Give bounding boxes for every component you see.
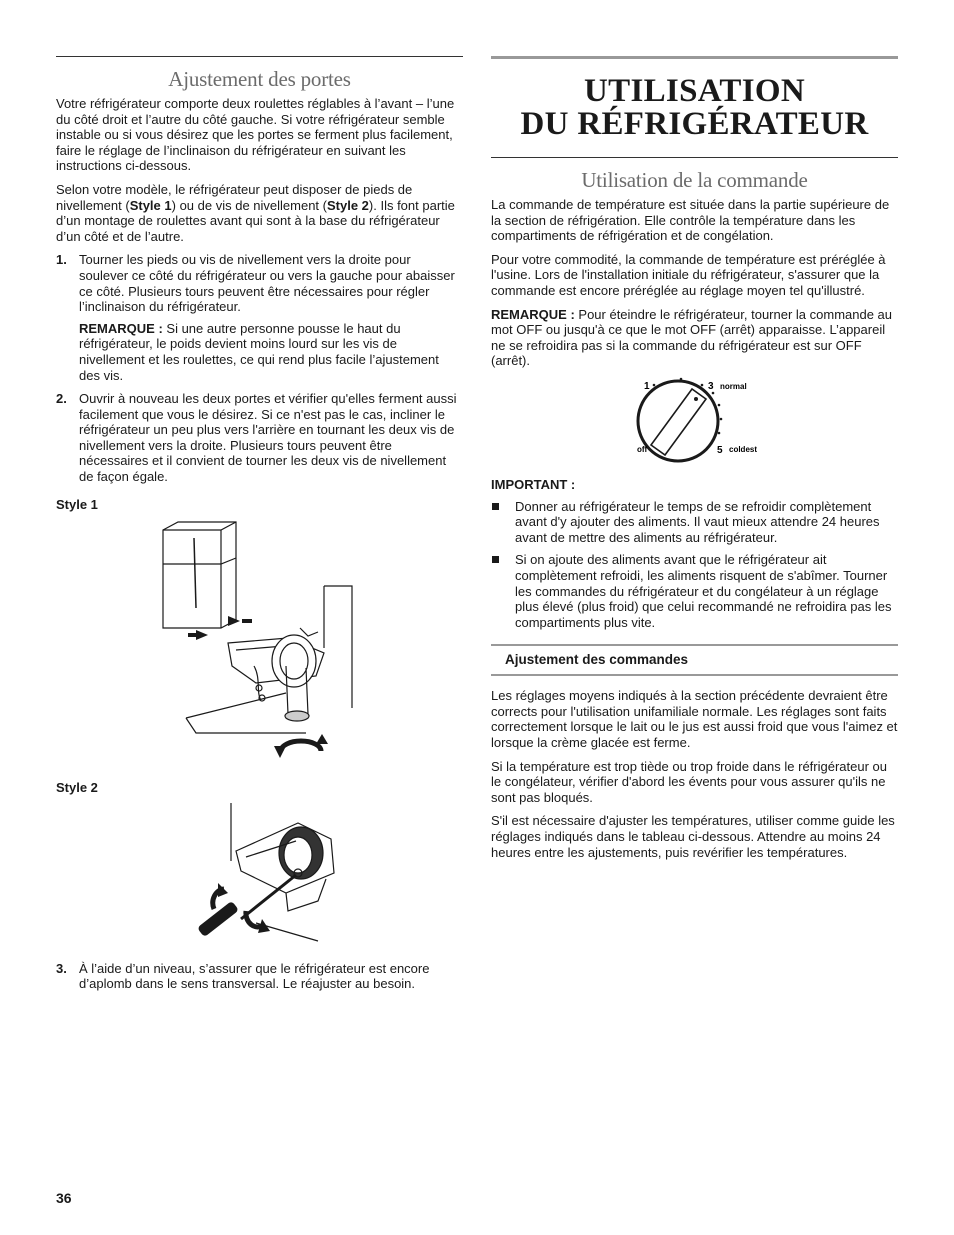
step-3: 3. À l’aide d’un niveau, s’assurer que le réfrigérateur est encore d’aplomb dans le sens transversal. Le réajuster au besoin. xyxy=(56,960,430,992)
adjustment-paragraph-2: Si la température est trop tiède ou trop froide dans le réfrigérateur ou le congélateur, vérifier d'abord les évents pour vous assurer qu'ils ne sont pas bloqués. xyxy=(491,758,887,805)
style-1-label: Style 1 xyxy=(56,496,98,512)
top-rule xyxy=(491,56,898,59)
controls-adjustment-heading: Ajustement des commandes xyxy=(491,644,898,676)
step-1: 1. Tourner les pieds ou vis de nivellement vers la droite pour soulever ce côté du réfrigérateur ou vers la gauche pour abaisser ce côté. Plusieurs tours peuvent être nécessaires pour régler l’inclinaison du réfrigérateur. REMARQUE : Si une autre personne pousse le haut du réfrigérateur, le poids devient moins lourd sur les vis de nivellement et les roulettes, ce qui rend plus facile l’ajustement des vis. xyxy=(56,252,463,383)
control-paragraph-1: La commande de température est située dans la partie supérieure de la section de réfrigération. Elle contrôle la température dans les compartiments de réfrigération et de congélation. xyxy=(491,197,890,244)
temperature-dial xyxy=(491,377,898,467)
dial-label-off: off xyxy=(637,444,648,454)
title-rule xyxy=(491,157,898,158)
adjustment-paragraph-3: S'il est nécessaire d'ajuster les températures, utiliser comme guide les réglages indiqués dans le tableau ci-dessous. Attendre au moins 24 heures entre les ajustements, puis revérifier les températures. xyxy=(491,813,895,860)
dial-setting-5: 5 xyxy=(717,444,723,456)
model-paragraph: Selon votre modèle, le réfrigérateur peut disposer de pieds de nivellement (Style 1) ou de vis de nivellement (Style 2). Ils font partie d’un montage de roulettes avant qui sont à la base du réfrigérateur d’un côté et de l’autre. xyxy=(56,181,455,244)
style-2-illustration xyxy=(56,801,463,951)
style-2-label: Style 2 xyxy=(56,779,98,795)
control-note: REMARQUE : Pour éteindre le réfrigérateur, tourner la commande au mot OFF ou jusqu'à ce que le mot OFF (arrêt) apparaisse. L’appareil ne se refroidira pas si la commande du réfrigérateur est sur OFF (arrêt). xyxy=(491,306,893,369)
important-bullet-2: Si on ajoute des aliments avant que le réfrigérateur ait complètement refroidi, les aliments risquent de s'abîmer. Tourner les commandes du réfrigérateur et du congélateur à un réglage plus élevé (plus froid) que celui recommandé ne refroidira pas les compartiments plus vite. xyxy=(491,552,898,630)
step-1-note: REMARQUE : Si une autre personne pousse le haut du réfrigérateur, le poids devient moins lourd sur les vis de nivellement et les roulettes, ce qui rend plus facile l’ajustement des vis. xyxy=(79,320,439,383)
important-label: IMPORTANT : xyxy=(491,476,576,492)
page-title: UTILISATION DU RÉFRIGÉRATEUR xyxy=(520,73,869,142)
door-adjustment-heading: Ajustement des portes xyxy=(168,67,351,91)
control-paragraph-2: Pour votre commodité, la commande de température est préréglée à l'usine. Lors de l'installation initiale du réfrigérateur, s'assurer que la commande est encore préréglée au réglage moyen tel qu'illustré. xyxy=(491,251,886,298)
style-1-illustration xyxy=(56,518,463,768)
page-number: 36 xyxy=(56,1190,72,1206)
control-heading: Utilisation de la commande xyxy=(581,168,808,192)
adjustment-paragraph-1: Les réglages moyens indiqués à la section précédente devraient être corrects pour l'utilisation unifamiliale normale. Les réglages sont faits correctement lorsque le lait ou le jus est aussi froid que vous l'aimez et lorsque la crème glacée est ferme. xyxy=(491,688,898,751)
intro-paragraph: Votre réfrigérateur comporte deux roulettes réglables à l’avant – l’une du côté droit et l’autre du côté gauche. Si votre réfrigérateur semble instable ou si vous désirez que les portes se ferment plus facilement, faire le réglage de l’inclinaison du réfrigérateur en suivant les instructions ci-dessous. xyxy=(56,96,455,174)
important-bullet-1: Donner au réfrigérateur le temps de se refroidir complètement avant d'y ajouter des aliments. Il vaut mieux attendre 24 heures avant de mettre des aliments au réfrigérateur. xyxy=(491,499,898,546)
dial-setting-1: 1 xyxy=(644,380,650,392)
dial-label-normal: normal xyxy=(720,381,747,391)
right-column xyxy=(491,56,898,868)
left-column xyxy=(56,56,463,1000)
dial-setting-3: 3 xyxy=(708,380,714,392)
dial-label-coldest: coldest xyxy=(729,444,758,454)
step-2: 2. Ouvrir à nouveau les deux portes et vérifier qu'elles ferment aussi facilement que vous le désirez. Si ce n'est pas le cas, incliner le réfrigérateur un peu plus vers l'arrière en tournant les deux vis de nivellement vers la droite. Plusieurs tours peuvent être nécessaires et il convient de tourner les deux vis de nivellement de façon égale. xyxy=(56,391,457,485)
